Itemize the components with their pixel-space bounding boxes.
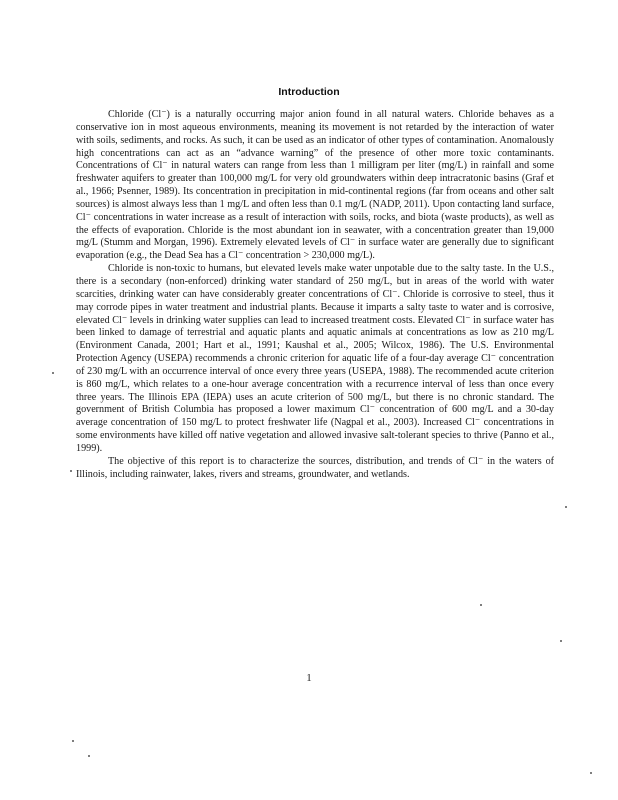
paragraph-chloride-overview: Chloride (Cl⁻) is a naturally occurring major anion found in all natural waters. Chloride behaves as a conservative ion in most aqueous environments, meaning its movement is not retarded by the interaction of water with soils, sediments, and rocks. As such, it can be used as an indicator of other types of contamination. Anomalously high concentrations can act as an “advance warning” of the presence of other more toxic contaminants. Concentrations of Cl⁻ in natural waters can range from less than 1 milligram per liter (mg/L) in rainfall and some freshwater aquifers to greater than 100,000 mg/L for very old groundwaters within deep intracratonic basins (Graf et al., 1966; Psenner, 1989). Its concentration in precipitation in mid-continental regions (far from oceans and other salt sources) is almost always less than 1 mg/L and often less than 0.1 mg/L (NADP, 2011). Upon contacting land surface, Cl⁻ concentrations in water increase as a result of interaction with soils, rocks, and biota (waste products), as well as the effects of evaporation. Chloride is the most abundant ion in seawater, with a concentration greater than 19,000 mg/L (Stumm and Morgan, 1996). Extremely elevated levels of Cl⁻ in surface water are generally due to significant evaporation (e.g., the Dead Sea has a Cl⁻ concentration > 230,000 mg/L). [76, 109, 554, 262]
scan-speck [52, 372, 54, 374]
paragraph-chloride-effects: Chloride is non-toxic to humans, but elevated levels make water unpotable due to the salty taste. In the U.S., there is a secondary (non-enforced) drinking water standard of 250 mg/L, but in areas of the world with water scarcities, drinking water can have considerably greater concentrations of Cl⁻. Chloride is corrosive to steel, thus it may corrode pipes in water treatment and industrial plants. Because it imparts a salty taste to water and is corrosive, elevated Cl⁻ levels in drinking water supplies can lead to increased treatment costs. Elevated Cl⁻ in surface water has been linked to damage of terrestrial and aquatic plants and aquatic animals at concentrations as low as 210 mg/L (Environment Canada, 2001; Hart et al., 1991; Kaushal et al., 2005; Wilcox, 1986). The U.S. Environmental Protection Agency (USEPA) recommends a chronic criterion for aquatic life of a four-day average Cl⁻ concentration of 230 mg/L with an occurrence interval of once every three years (USEPA, 1988). The recommended acute criterion is 860 mg/L, which relates to a one-hour average concentration with a recurrence interval of less than once every three years. The Illinois EPA (IEPA) uses an acute criterion of 500 mg/L, but there is no chronic standard. The government of British Columbia has proposed a lower maximum Cl⁻ concentration of 600 mg/L and a 30-day average concentration of 150 mg/L to protect freshwater life (Nagpal et al., 2003). Increased Cl⁻ concentrations in some environments have killed off native vegetation and allowed invasive salt-tolerant species to thrive (Panno et al., 1999). [76, 263, 554, 454]
body-text [76, 109, 554, 481]
scan-speck [72, 740, 74, 742]
scan-speck [70, 470, 72, 472]
scan-speck [590, 772, 592, 774]
paragraph-report-objective: The objective of this report is to characterize the sources, distribution, and trends of Cl⁻ in the waters of Illinois, including rainwater, lakes, rivers and streams, groundwater, and wetlands. [76, 455, 554, 480]
section-heading: Introduction [278, 86, 340, 98]
scan-speck [480, 604, 482, 606]
scan-speck [560, 640, 562, 642]
scan-speck [565, 506, 567, 508]
scan-speck [88, 755, 90, 757]
page-number: 1 [306, 672, 312, 684]
